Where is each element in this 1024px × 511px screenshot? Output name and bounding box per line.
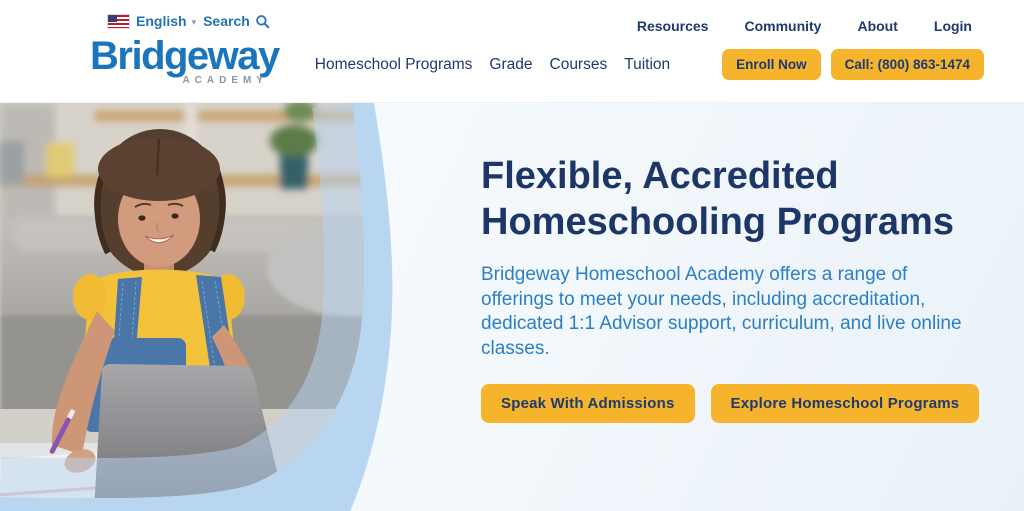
hero-cta-row bbox=[481, 384, 981, 423]
site-header bbox=[0, 0, 1024, 103]
topbar bbox=[108, 12, 272, 30]
header-left bbox=[90, 12, 279, 102]
enroll-now-button[interactable]: Enroll Now bbox=[722, 49, 821, 80]
nav-tuition[interactable]: Tuition bbox=[624, 55, 671, 73]
search-icon bbox=[255, 14, 270, 29]
hero-heading: Flexible, Accredited Homeschooling Programs bbox=[481, 155, 954, 244]
nav-login[interactable]: Login bbox=[933, 18, 972, 34]
search-label: Search bbox=[203, 13, 250, 29]
hero-paragraph: Bridgeway Homeschool Academy offers a range of offerings to meet your needs, including accreditation, dedicated 1:1 Advisor support, curriculum, and live online classes. bbox=[481, 263, 962, 360]
hero-section bbox=[0, 103, 1024, 511]
language-selector[interactable] bbox=[136, 13, 196, 29]
language-label: English bbox=[136, 13, 187, 29]
hero-photo bbox=[0, 103, 450, 511]
logo-wordmark: Bridgeway bbox=[90, 34, 279, 78]
chevron-down-icon: ▾ bbox=[191, 16, 197, 27]
logo[interactable] bbox=[90, 34, 279, 86]
nav-community[interactable]: Community bbox=[744, 18, 822, 34]
main-nav-row bbox=[315, 49, 984, 80]
header-right bbox=[315, 12, 984, 102]
nav-grade[interactable]: Grade bbox=[489, 55, 533, 73]
hero-content bbox=[481, 153, 981, 423]
us-flag-icon bbox=[108, 15, 129, 28]
explore-homeschool-programs-button[interactable]: Explore Homeschool Programs bbox=[711, 384, 980, 423]
main-nav bbox=[315, 56, 670, 74]
nav-homeschool-programs[interactable]: Homeschool Programs bbox=[314, 55, 473, 73]
logo-subtext: ACADEMY bbox=[182, 75, 268, 86]
utility-nav bbox=[637, 18, 972, 34]
nav-about[interactable]: About bbox=[857, 18, 898, 34]
nav-courses[interactable]: Courses bbox=[549, 55, 608, 73]
hero-photo-illustration bbox=[0, 103, 450, 511]
nav-resources[interactable]: Resources bbox=[636, 18, 709, 34]
search-link[interactable] bbox=[203, 13, 270, 29]
call-phone-button[interactable]: Call: (800) 863-1474 bbox=[831, 49, 984, 80]
speak-with-admissions-button[interactable]: Speak With Admissions bbox=[481, 384, 695, 423]
header-cta-group bbox=[722, 49, 984, 80]
